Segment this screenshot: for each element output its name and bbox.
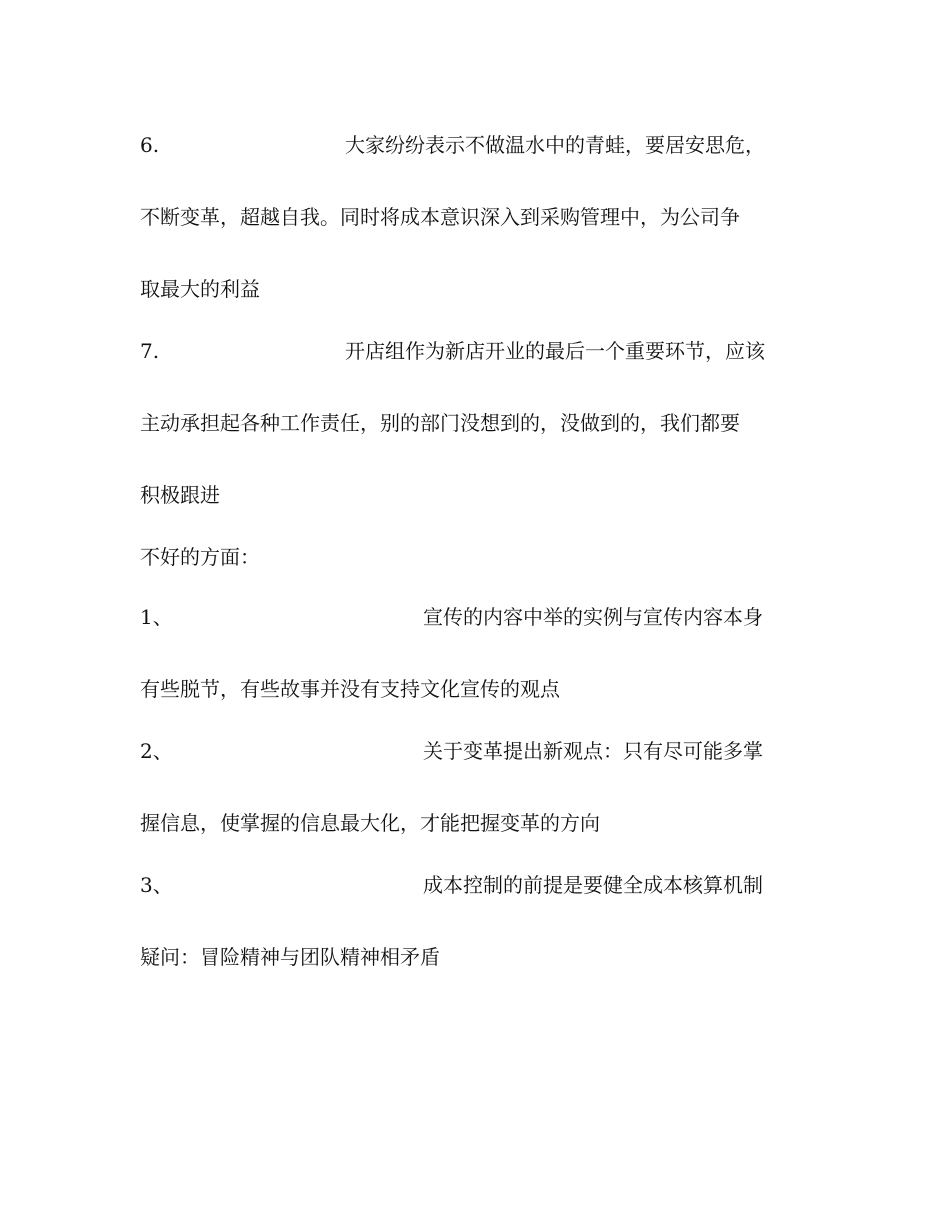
item-first-line: 开店组作为新店开业的最后一个重要环节，应该 (345, 339, 765, 363)
item-number: 6. (140, 133, 160, 157)
question-line: 疑问：冒险精神与团队精神相矛盾 (140, 945, 440, 969)
item-number: 7. (140, 339, 160, 363)
section-heading: 不好的方面： (140, 545, 260, 569)
item-number: 1、 (140, 605, 173, 629)
item-continuation-line: 主动承担起各种工作责任，别的部门没想到的，没做到的，我们都要 (140, 411, 740, 435)
item-first-line: 宣传的内容中举的实例与宣传内容本身 (423, 605, 763, 629)
item-first-line: 关于变革提出新观点：只有尽可能多掌 (423, 739, 763, 763)
item-continuation-line: 取最大的利益 (140, 277, 260, 301)
item-number: 3、 (140, 873, 173, 897)
item-continuation-line: 有些脱节，有些故事并没有支持文化宣传的观点 (140, 677, 560, 701)
item-continuation-line: 握信息，使掌握的信息最大化，才能把握变革的方向 (140, 811, 600, 835)
item-first-line: 成本控制的前提是要健全成本核算机制 (423, 873, 763, 897)
item-continuation-line: 不断变革，超越自我。同时将成本意识深入到采购管理中，为公司争 (140, 205, 740, 229)
item-first-line: 大家纷纷表示不做温水中的青蛙，要居安思危， (345, 133, 765, 157)
item-continuation-line: 积极跟进 (140, 483, 220, 507)
item-number: 2、 (140, 739, 173, 763)
